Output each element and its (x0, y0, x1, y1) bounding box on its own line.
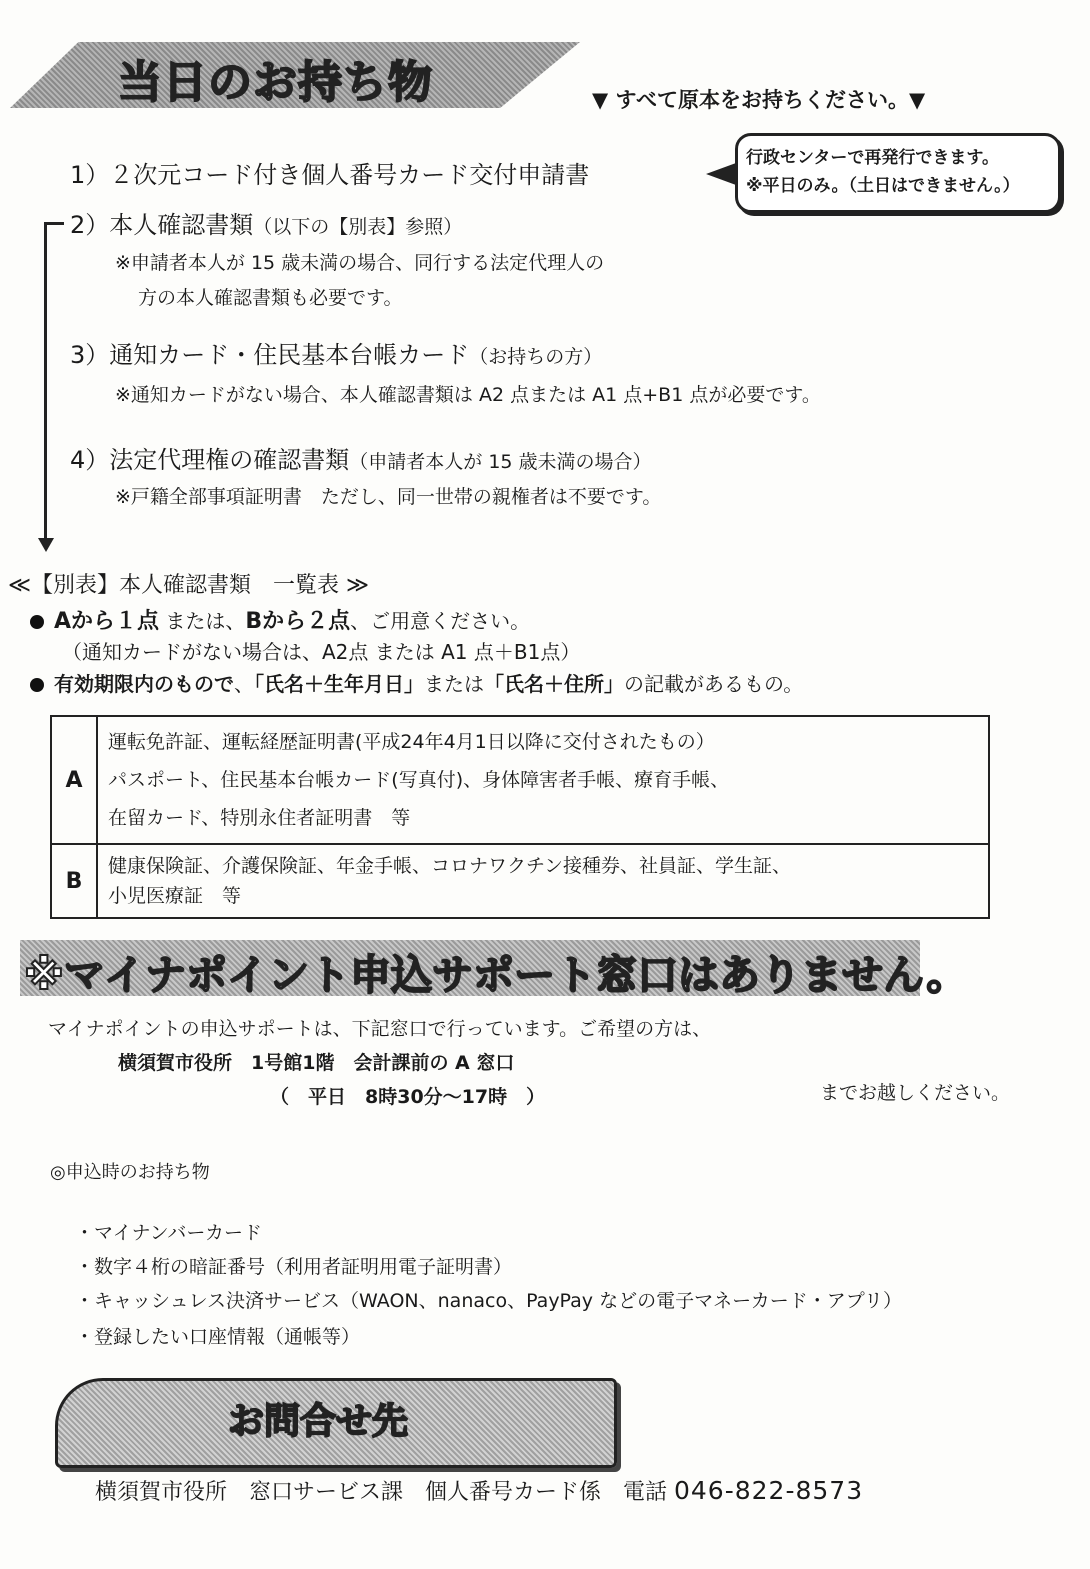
category-b-label: B (51, 844, 97, 918)
item-4-sub: （申請者本人が 15 歳未満の場合） (349, 451, 652, 473)
item-1-text: 1）２次元コード付き個人番号カード交付申請書 (70, 161, 590, 189)
item-2 (70, 205, 462, 240)
bracket-top (44, 222, 64, 225)
item-4-text: 4）法定代理権の確認書類 (70, 446, 350, 474)
item-1 (70, 155, 589, 190)
callout-tail (706, 163, 736, 185)
bullet-dot-icon (30, 678, 44, 692)
bullet-2-a: 有効期限内のもので (54, 672, 234, 696)
bullet-1-sub: （通知カードがない場合は、A2点 または A1 点＋B1点） (62, 640, 581, 664)
category-a-line-2: パスポート、住民基本台帳カード(写真付)、身体障害者手帳、療育手帳、 (108, 769, 730, 791)
bullet-1-b: または、 (159, 609, 246, 633)
bracket-line (44, 222, 47, 540)
bullet-2-b: 、 (234, 672, 254, 696)
category-a-docs (97, 716, 989, 844)
contact-title: お問合せ先 (228, 1401, 409, 1442)
bullet-1 (30, 604, 530, 635)
bring-item-1: ・マイナンバーカード (75, 1222, 262, 1244)
down-arrow-icon (38, 538, 54, 552)
bullet-2-e: 「氏名＋住所」 (484, 672, 624, 696)
item-2-sub: （以下の【別表】参照） (253, 216, 463, 238)
contact-dept: 横須賀市役所 窓口サービス課 個人番号カード係 電話 (95, 1480, 674, 1505)
bullet-2-c: 「氏名＋生年月日」 (254, 672, 424, 696)
category-a-line-3: 在留カード、特別永住者証明書 等 (108, 807, 411, 829)
item-2-note-1: ※申請者本人が 15 歳未満の場合、同行する法定代理人の (115, 252, 605, 274)
bullet-2-d: または (424, 672, 484, 696)
callout-line-1: 行政センターで再発行できます。 (746, 148, 999, 168)
bring-item-4: ・登録したい口座情報（通帳等） (75, 1326, 361, 1348)
bullet-2-f: の記載があるもの。 (624, 672, 804, 696)
category-b-line-2: 小児医療証 等 (108, 885, 242, 907)
bullet-1-a: Aから１点 (54, 609, 160, 634)
page-title: 当日のお持ち物 (118, 57, 433, 108)
category-a-line-1: 運転免許証、運転経歴証明書(平成24年4月1日以降に交付されたもの） (108, 731, 715, 753)
mynapoint-intro: マイナポイントの申込サポートは、下記窓口で行っています。ご希望の方は、 (48, 1018, 712, 1040)
bring-item-3: ・キャッシュレス決済サービス（WAON、nanaco、PayPay などの電子マネーカード・アプリ） (75, 1290, 902, 1312)
item-4 (70, 440, 652, 475)
category-b-docs (97, 844, 989, 918)
table-row-b (51, 844, 989, 918)
item-3-note: ※通知カードがない場合、本人確認書類は A2 点または A1 点+B1 点が必要です。 (115, 384, 821, 406)
mynapoint-closing: までお越しください。 (820, 1082, 1011, 1104)
bullet-1-d: 、ご用意ください。 (350, 609, 531, 633)
item-3 (70, 335, 602, 370)
bullet-1-c: Bから２点 (245, 609, 351, 634)
bring-item-2: ・数字４桁の暗証番号（利用者証明用電子証明書） (75, 1256, 513, 1278)
contact-info (95, 1475, 863, 1506)
item-2-text: 2）本人確認書類 (70, 211, 254, 239)
item-3-text: 3）通知カード・住民基本台帳カード (70, 341, 470, 369)
table-row-a (51, 716, 989, 844)
original-documents-note: ▼ すべて原本をお持ちください。▼ (592, 88, 926, 112)
id-documents-table (50, 715, 990, 919)
item-3-sub: （お持ちの方） (469, 346, 603, 368)
mynapoint-hours: （ 平日 8時30分～17時 ） (270, 1086, 546, 1108)
bring-heading: ◎申込時のお持ち物 (50, 1162, 210, 1183)
contact-phone[interactable]: 046-822-8573 (674, 1476, 864, 1505)
item-2-note-2: 方の本人確認書類も必要です。 (138, 287, 403, 309)
bullet-2 (30, 668, 803, 697)
mynapoint-location: 横須賀市役所 1号館1階 会計課前の A 窓口 (118, 1052, 515, 1074)
mynapoint-title: ※マイナポイント申込サポート窓口はありません。 (24, 951, 968, 999)
id-list-heading: ≪【別表】本人確認書類 一覧表 ≫ (8, 573, 370, 598)
reissue-callout (735, 133, 1061, 213)
bullet-dot-icon (30, 615, 44, 629)
category-a-label: A (51, 716, 97, 844)
item-4-note: ※戸籍全部事項証明書 ただし、同一世帯の親権者は不要です。 (115, 486, 662, 508)
callout-line-2: ※平日のみ。（土日はできません。） (746, 176, 1020, 196)
category-b-line-1: 健康保険証、介護保険証、年金手帳、コロナワクチン接種券、社員証、学生証、 (108, 855, 792, 877)
